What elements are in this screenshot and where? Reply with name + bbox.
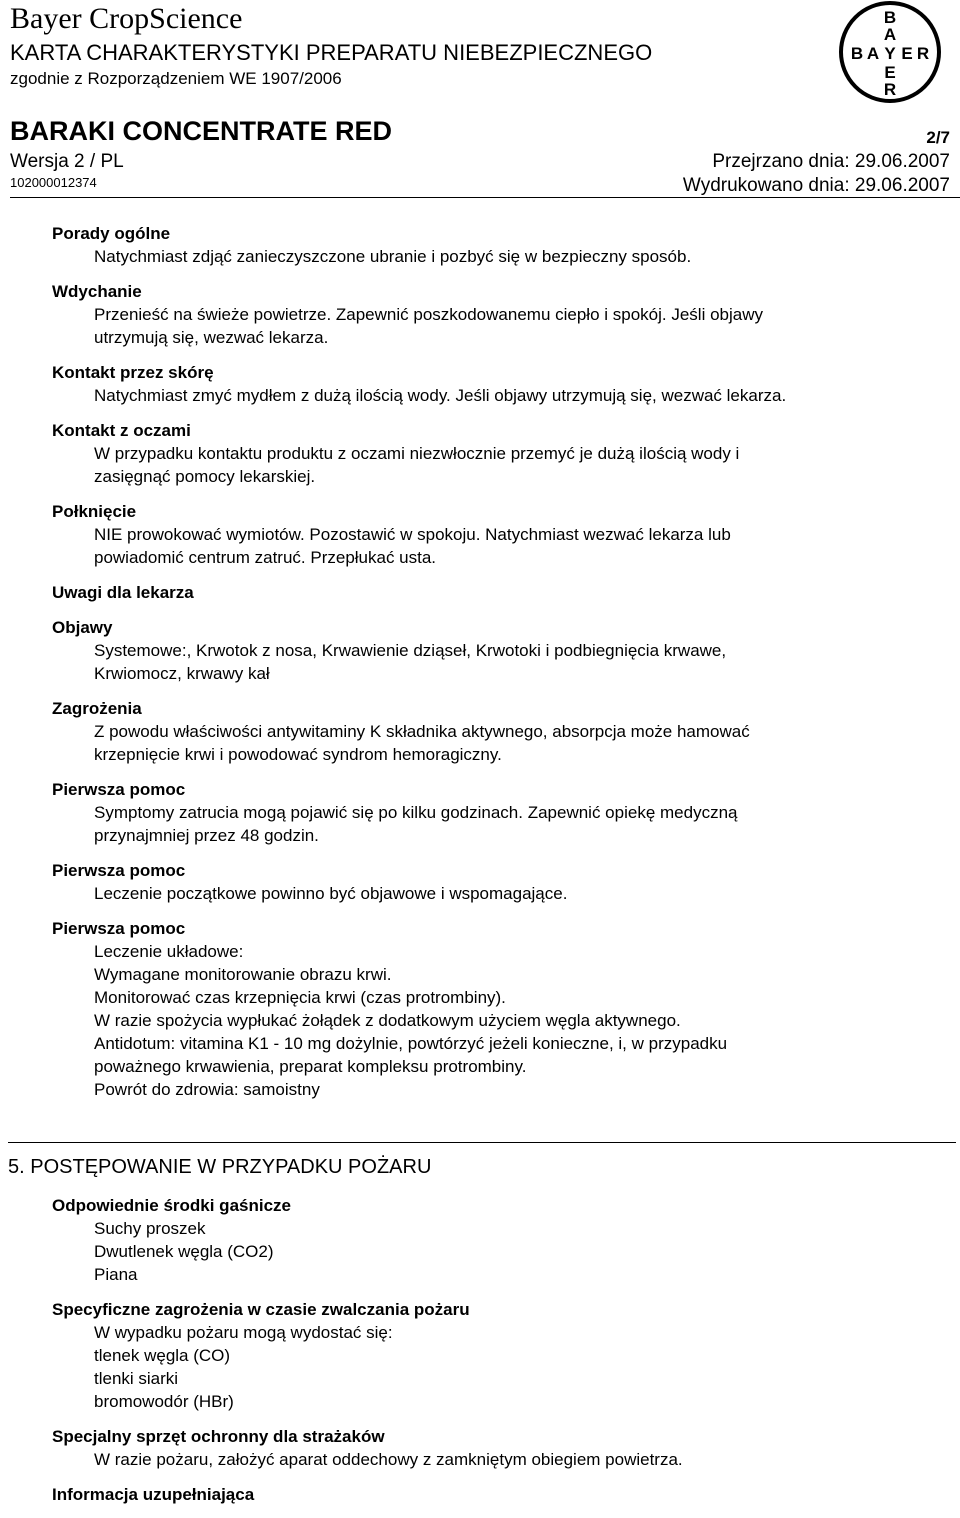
section-item: [52, 859, 942, 905]
document-code: 102000012374: [10, 175, 97, 190]
logo-letter: B: [883, 8, 897, 27]
section-item: [52, 500, 942, 569]
item-title: Zagrożenia: [52, 699, 142, 718]
item-text-line: bromowodór (HBr): [94, 1392, 234, 1411]
logo-letter: R: [883, 80, 897, 99]
item-text-line: W razie spożycia wypłukać żołądek z dodatkowym użyciem węgla aktywnego.: [94, 1011, 681, 1030]
item-title: Odpowiednie środki gaśnicze: [52, 1196, 291, 1215]
section-item: [52, 1425, 942, 1471]
item-body: [52, 720, 942, 766]
item-text-line: Z powodu właściwości antywitaminy K składnika aktywnego, absorpcja może hamować: [94, 722, 750, 741]
bayer-cross-logo: [838, 0, 942, 104]
section-item: [52, 419, 942, 488]
section-item: [52, 697, 942, 766]
item-text-line: krzepnięcie krwi i powodować syndrom hemoragiczny.: [94, 745, 502, 764]
doctor-notes-list: [52, 616, 942, 1101]
product-name: BARAKI CONCENTRATE RED: [10, 116, 392, 146]
item-title: Kontakt przez skórę: [52, 363, 214, 382]
item-text-line: utrzymują się, wezwać lekarza.: [94, 328, 329, 347]
item-text-line: przynajmniej przez 48 godzin.: [94, 826, 319, 845]
item-body: [52, 245, 942, 268]
item-text-line: Przenieść na świeże powietrze. Zapewnić poszkodowanemu ciepło i spokój. Jeśli objawy: [94, 305, 763, 324]
page-number: 2/7: [926, 128, 950, 147]
item-title: Specjalny sprzęt ochronny dla strażaków: [52, 1427, 385, 1446]
item-text-line: Suchy proszek: [94, 1219, 206, 1238]
item-text-line: powiadomić centrum zatruć. Przepłukać usta.: [94, 548, 437, 567]
section-item: [52, 1483, 942, 1506]
item-text-line: Antidotum: vitamina K1 - 10 mg dożylnie, powtórzyć jeżeli konieczne, i, w przypadku: [94, 1034, 728, 1053]
item-text-line: Systemowe:, Krwotok z nosa, Krwawienie dziąseł, Krwotoki i podbiegnięcia krwawe,: [94, 641, 727, 660]
item-body: [52, 801, 942, 847]
item-body: [52, 639, 942, 685]
item-text-line: Wymagane monitorowanie obrazu krwi.: [94, 965, 392, 984]
item-text-line: W wypadku pożaru mogą wydostać się:: [94, 1323, 393, 1342]
item-title: Pierwsza pomoc: [52, 780, 186, 799]
item-body: [52, 303, 942, 349]
item-text-line: W przypadku kontaktu produktu z oczami niezwłocznie przemyć je dużą ilością wody i: [94, 444, 740, 463]
item-body: [52, 442, 942, 488]
item-title: Pierwsza pomoc: [52, 919, 186, 938]
item-title: Informacja uzupełniająca: [52, 1485, 255, 1504]
item-text-line: Krwiomocz, krwawy kał: [94, 664, 270, 683]
section-5-title: 5. POSTĘPOWANIE W PRZYPADKU POŻARU: [8, 1156, 432, 1178]
regulation-note: zgodnie z Rozporządzeniem WE 1907/2006: [10, 69, 342, 88]
item-text-line: Natychmiast zmyć mydłem z dużą ilością wody. Jeśli objawy utrzymują się, wezwać lekarza.: [94, 386, 787, 405]
company-name: Bayer CropScience: [10, 2, 243, 35]
item-body: [52, 1448, 942, 1471]
item-text-line: W razie pożaru, założyć aparat oddechowy z zamkniętym obiegiem powietrza.: [94, 1450, 683, 1469]
section-item: [52, 222, 942, 268]
fire-fighting-list: [52, 1194, 942, 1506]
item-text-line: Piana: [94, 1265, 138, 1284]
printed-date: Wydrukowano dnia: 29.06.2007: [682, 175, 950, 196]
item-body: [52, 1217, 942, 1286]
version-label: Wersja 2 / PL: [10, 151, 124, 172]
section-item: [52, 778, 942, 847]
item-text-line: Monitorować czas krzepnięcia krwi (czas protrombiny).: [94, 988, 506, 1007]
document-header: [10, 0, 950, 196]
item-body: [52, 1321, 942, 1413]
logo-letter: B: [850, 44, 864, 63]
logo-letter: A: [866, 44, 880, 63]
item-text-line: Leczenie początkowe powinno być objawowe i wspomagające.: [94, 884, 568, 903]
item-body: [52, 882, 942, 905]
item-text-line: Powrót do zdrowia: samoistny: [94, 1080, 320, 1099]
logo-letter: R: [916, 44, 930, 63]
section-item: [52, 1298, 942, 1413]
item-title: Wdychanie: [52, 282, 142, 301]
item-body: [52, 940, 942, 1101]
item-title: Specyficzne zagrożenia w czasie zwalczania pożaru: [52, 1300, 470, 1319]
section-item: [52, 280, 942, 349]
item-text-line: Leczenie układowe:: [94, 942, 244, 961]
item-text-line: tlenki siarki: [94, 1369, 179, 1388]
first-aid-content: [52, 222, 942, 1113]
document-type: KARTA CHARAKTERYSTYKI PREPARATU NIEBEZPIECZNEGO: [10, 40, 653, 65]
section-5-content: [52, 1194, 942, 1518]
header-divider: [10, 197, 960, 198]
section-divider: [8, 1142, 956, 1143]
logo-letter: Y: [884, 44, 896, 63]
item-body: [52, 523, 942, 569]
doctor-notes-label: Uwagi dla lekarza: [52, 583, 194, 602]
item-body: [52, 384, 942, 407]
logo-letter: E: [884, 63, 896, 82]
item-text-line: Natychmiast zdjąć zanieczyszczone ubranie i pozbyć się w bezpieczny sposób.: [94, 247, 692, 266]
item-title: Porady ogólne: [52, 224, 171, 243]
item-title: Pierwsza pomoc: [52, 861, 186, 880]
item-text-line: NIE prowokować wymiotów. Pozostawić w spokoju. Natychmiast wezwać lekarza lub: [94, 525, 731, 544]
logo-letter: E: [901, 44, 913, 63]
first-aid-list: [52, 222, 942, 569]
section-item: [52, 917, 942, 1101]
item-title: Połknięcie: [52, 502, 137, 521]
item-text-line: tlenek węgla (CO): [94, 1346, 231, 1365]
logo-letter: A: [883, 25, 897, 44]
item-text-line: Symptomy zatrucia mogą pojawić się po kilku godzinach. Zapewnić opiekę medyczną: [94, 803, 738, 822]
section-item: [52, 616, 942, 685]
reviewed-date: Przejrzano dnia: 29.06.2007: [712, 151, 950, 172]
item-title: Kontakt z oczami: [52, 421, 191, 440]
item-text-line: poważnego krwawienia, preparat kompleksu protrombiny.: [94, 1057, 527, 1076]
section-item: [52, 361, 942, 407]
item-text-line: Dwutlenek węgla (CO2): [94, 1242, 274, 1261]
item-title: Objawy: [52, 618, 113, 637]
section-item: [52, 1194, 942, 1286]
item-text-line: zasięgnąć pomocy lekarskiej.: [94, 467, 316, 486]
